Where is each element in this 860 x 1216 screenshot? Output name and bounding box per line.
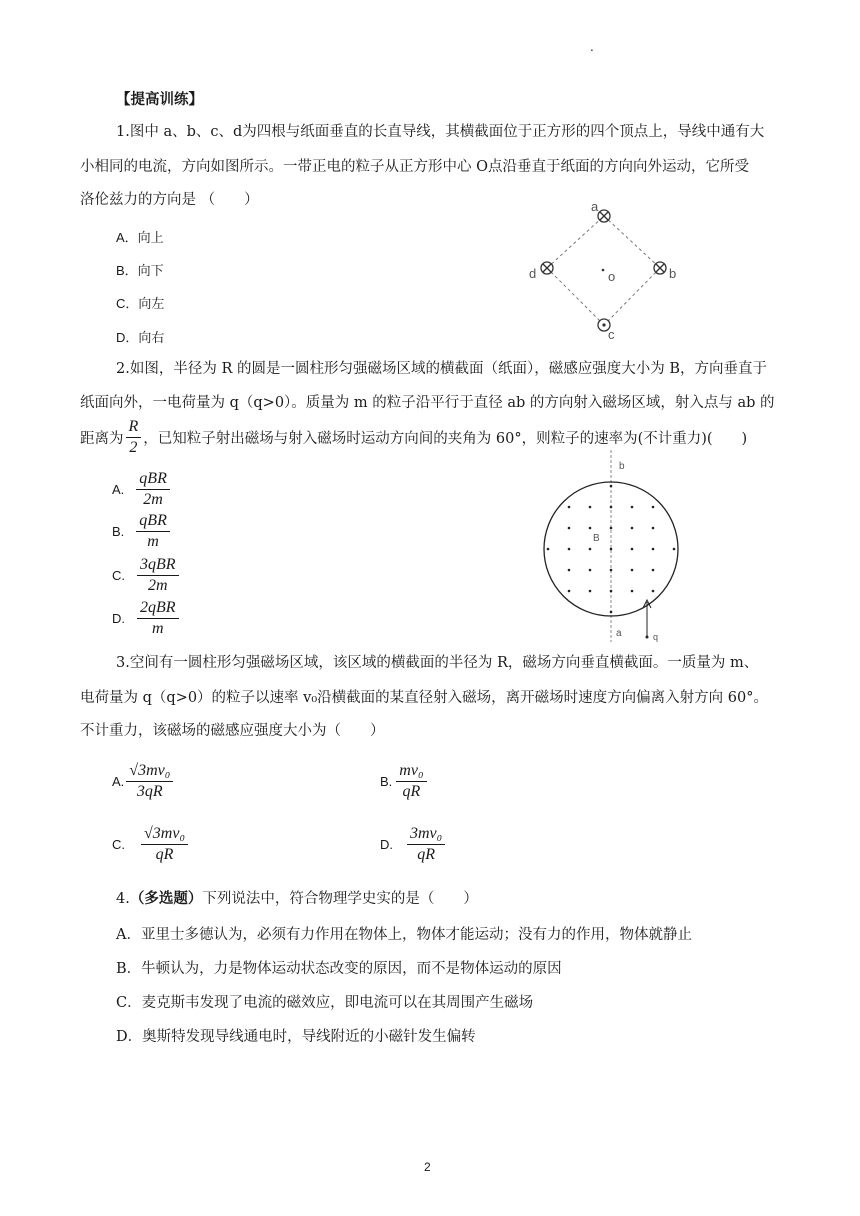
- q2-option-c[interactable]: C. $\frac{\text{3qBR}}{2m}$: [112, 556, 181, 595]
- label-d: d: [529, 266, 537, 281]
- field-dot: [610, 590, 613, 593]
- q4-option-c[interactable]: C．麦克斯韦发现了电流的磁效应，即电流可以在其周围产生磁场: [116, 995, 534, 1011]
- field-dot: [631, 527, 634, 530]
- field-dot: [631, 506, 634, 509]
- field-dot: [568, 569, 571, 572]
- q2-option-a[interactable]: A. $\frac{\text{qBR}}{2m}$: [112, 470, 172, 509]
- q4-option-b[interactable]: B．牛顿认为，力是物体运动状态改变的原因，而不是物体运动的原因: [116, 961, 562, 977]
- q4-option-a[interactable]: A．亚里士多德认为，必须有力作用在物体上，物体才能运动；没有力的作用，物体就静止: [116, 927, 692, 943]
- field-dot: [652, 590, 655, 593]
- q1-text-line1: 1.图中 a、b、c、d为四根与纸面垂直的长直导线，其横截面位于正方形的四个顶点上，导线中通有大: [116, 124, 765, 140]
- field-dot: [631, 569, 634, 572]
- field-dot: [589, 506, 592, 509]
- q2-circle-diagram: [535, 450, 695, 646]
- field-dot: [631, 590, 634, 593]
- section-title: 【提高训练】: [116, 91, 203, 108]
- charge-point: [646, 636, 649, 639]
- field-dot: [589, 548, 592, 551]
- field-dot: [631, 548, 634, 551]
- label-a: a: [591, 199, 599, 214]
- page-number: 2: [424, 1160, 431, 1174]
- q1-option-c[interactable]: C．向左: [116, 296, 165, 311]
- q2-text-line2: 纸面向外，一电荷量为 q（q>0）。质量为 m 的粒子沿平行于直径 ab 的方向射入磁场区域，射入点与 ab 的: [80, 395, 775, 411]
- wire-d-into-icon: [541, 262, 553, 274]
- label-charge: q: [653, 632, 659, 642]
- q3-option-d[interactable]: D. $\frac{\text{3mv₀}}{qR}$: [380, 825, 447, 864]
- center-point: [602, 269, 605, 272]
- q3-option-c[interactable]: C. $\frac{\text{√3mv₀}}{qR}$: [112, 825, 190, 864]
- label-b: b: [619, 461, 625, 472]
- q4-option-d[interactable]: D．奥斯特发现导线通电时，导线附近的小磁针发生偏转: [116, 1029, 476, 1045]
- label-c: c: [608, 327, 615, 341]
- q1-option-d[interactable]: D．向右: [116, 330, 165, 345]
- q2-text-line3: 距离为 $\frac{R}{2}$ ，已知粒子射出磁场与射入磁场时运动方向间的夹角为 60°，则粒子的速率为(不计重力)( ): [80, 418, 748, 456]
- field-dot: [652, 548, 655, 551]
- field-dot: [610, 485, 613, 488]
- field-dot: [568, 548, 571, 551]
- q2-text-line1: 2.如图，半径为 R 的圆是一圆柱形匀强磁场区域的横截面（纸面），磁感应强度大小为 B，方向垂直于: [116, 361, 767, 377]
- q1-square-diagram: [520, 196, 690, 341]
- field-dot: [589, 569, 592, 572]
- field-dot: [568, 506, 571, 509]
- field-dot: [652, 506, 655, 509]
- label-b: b: [669, 266, 677, 281]
- field-dot: [568, 590, 571, 593]
- wire-a-into-icon: [598, 210, 610, 222]
- q1-option-b[interactable]: B．向下: [116, 263, 164, 278]
- field-dot: [610, 506, 613, 509]
- field-dot: [610, 569, 613, 572]
- field-dot: [652, 569, 655, 572]
- label-a: a: [616, 628, 622, 639]
- q2-option-b[interactable]: B. $\frac{\text{qBR}}{m}$: [112, 512, 172, 551]
- label-field: B: [593, 533, 600, 544]
- wire-b-into-icon: [654, 262, 666, 274]
- q4-text: 4.（多选题）下列说法中，符合物理学史实的是（ ）: [116, 890, 478, 907]
- q3-text-line1: 3.空间有一圆柱形匀强磁场区域，该区域的横截面的半径为 R，磁场方向垂直横截面。一质量为 m、: [116, 655, 759, 671]
- field-dot: [589, 590, 592, 593]
- field-dot: [610, 548, 613, 551]
- field-dot: [673, 548, 676, 551]
- field-dot: [610, 527, 613, 530]
- q2-option-d[interactable]: D. $\frac{\text{2qBR}}{m}$: [112, 599, 181, 638]
- field-dot: [610, 611, 613, 614]
- header-mark: .: [590, 40, 594, 54]
- q1-option-a[interactable]: A．向上: [116, 230, 164, 245]
- q3-option-a[interactable]: A. $\frac{\text{√3mv₀}}{3qR}$: [112, 762, 175, 801]
- q3-text-line3: 不计重力，该磁场的磁感应强度大小为（ ）: [80, 723, 385, 739]
- q1-text-line2: 小相同的电流，方向如图所示。一带正电的粒子从正方形中心 O点沿垂直于纸面的方向向外运动，它所受: [80, 159, 749, 175]
- field-dot: [568, 527, 571, 530]
- q4-tag: （多选题）: [129, 890, 203, 907]
- q3-option-b[interactable]: B. $\frac{\text{mv₀}}{qR}$: [380, 762, 429, 801]
- field-dot: [589, 527, 592, 530]
- field-dot: [547, 548, 550, 551]
- label-o: o: [608, 269, 616, 284]
- q1-text-line3: 洛伦兹力的方向是 （ ）: [80, 192, 259, 208]
- field-dot: [652, 527, 655, 530]
- q3-text-line2: 电荷量为 q（q>0）的粒子以速率 v₀沿横截面的某直径射入磁场，离开磁场时速度方向偏离入射方向 60°。: [80, 690, 768, 706]
